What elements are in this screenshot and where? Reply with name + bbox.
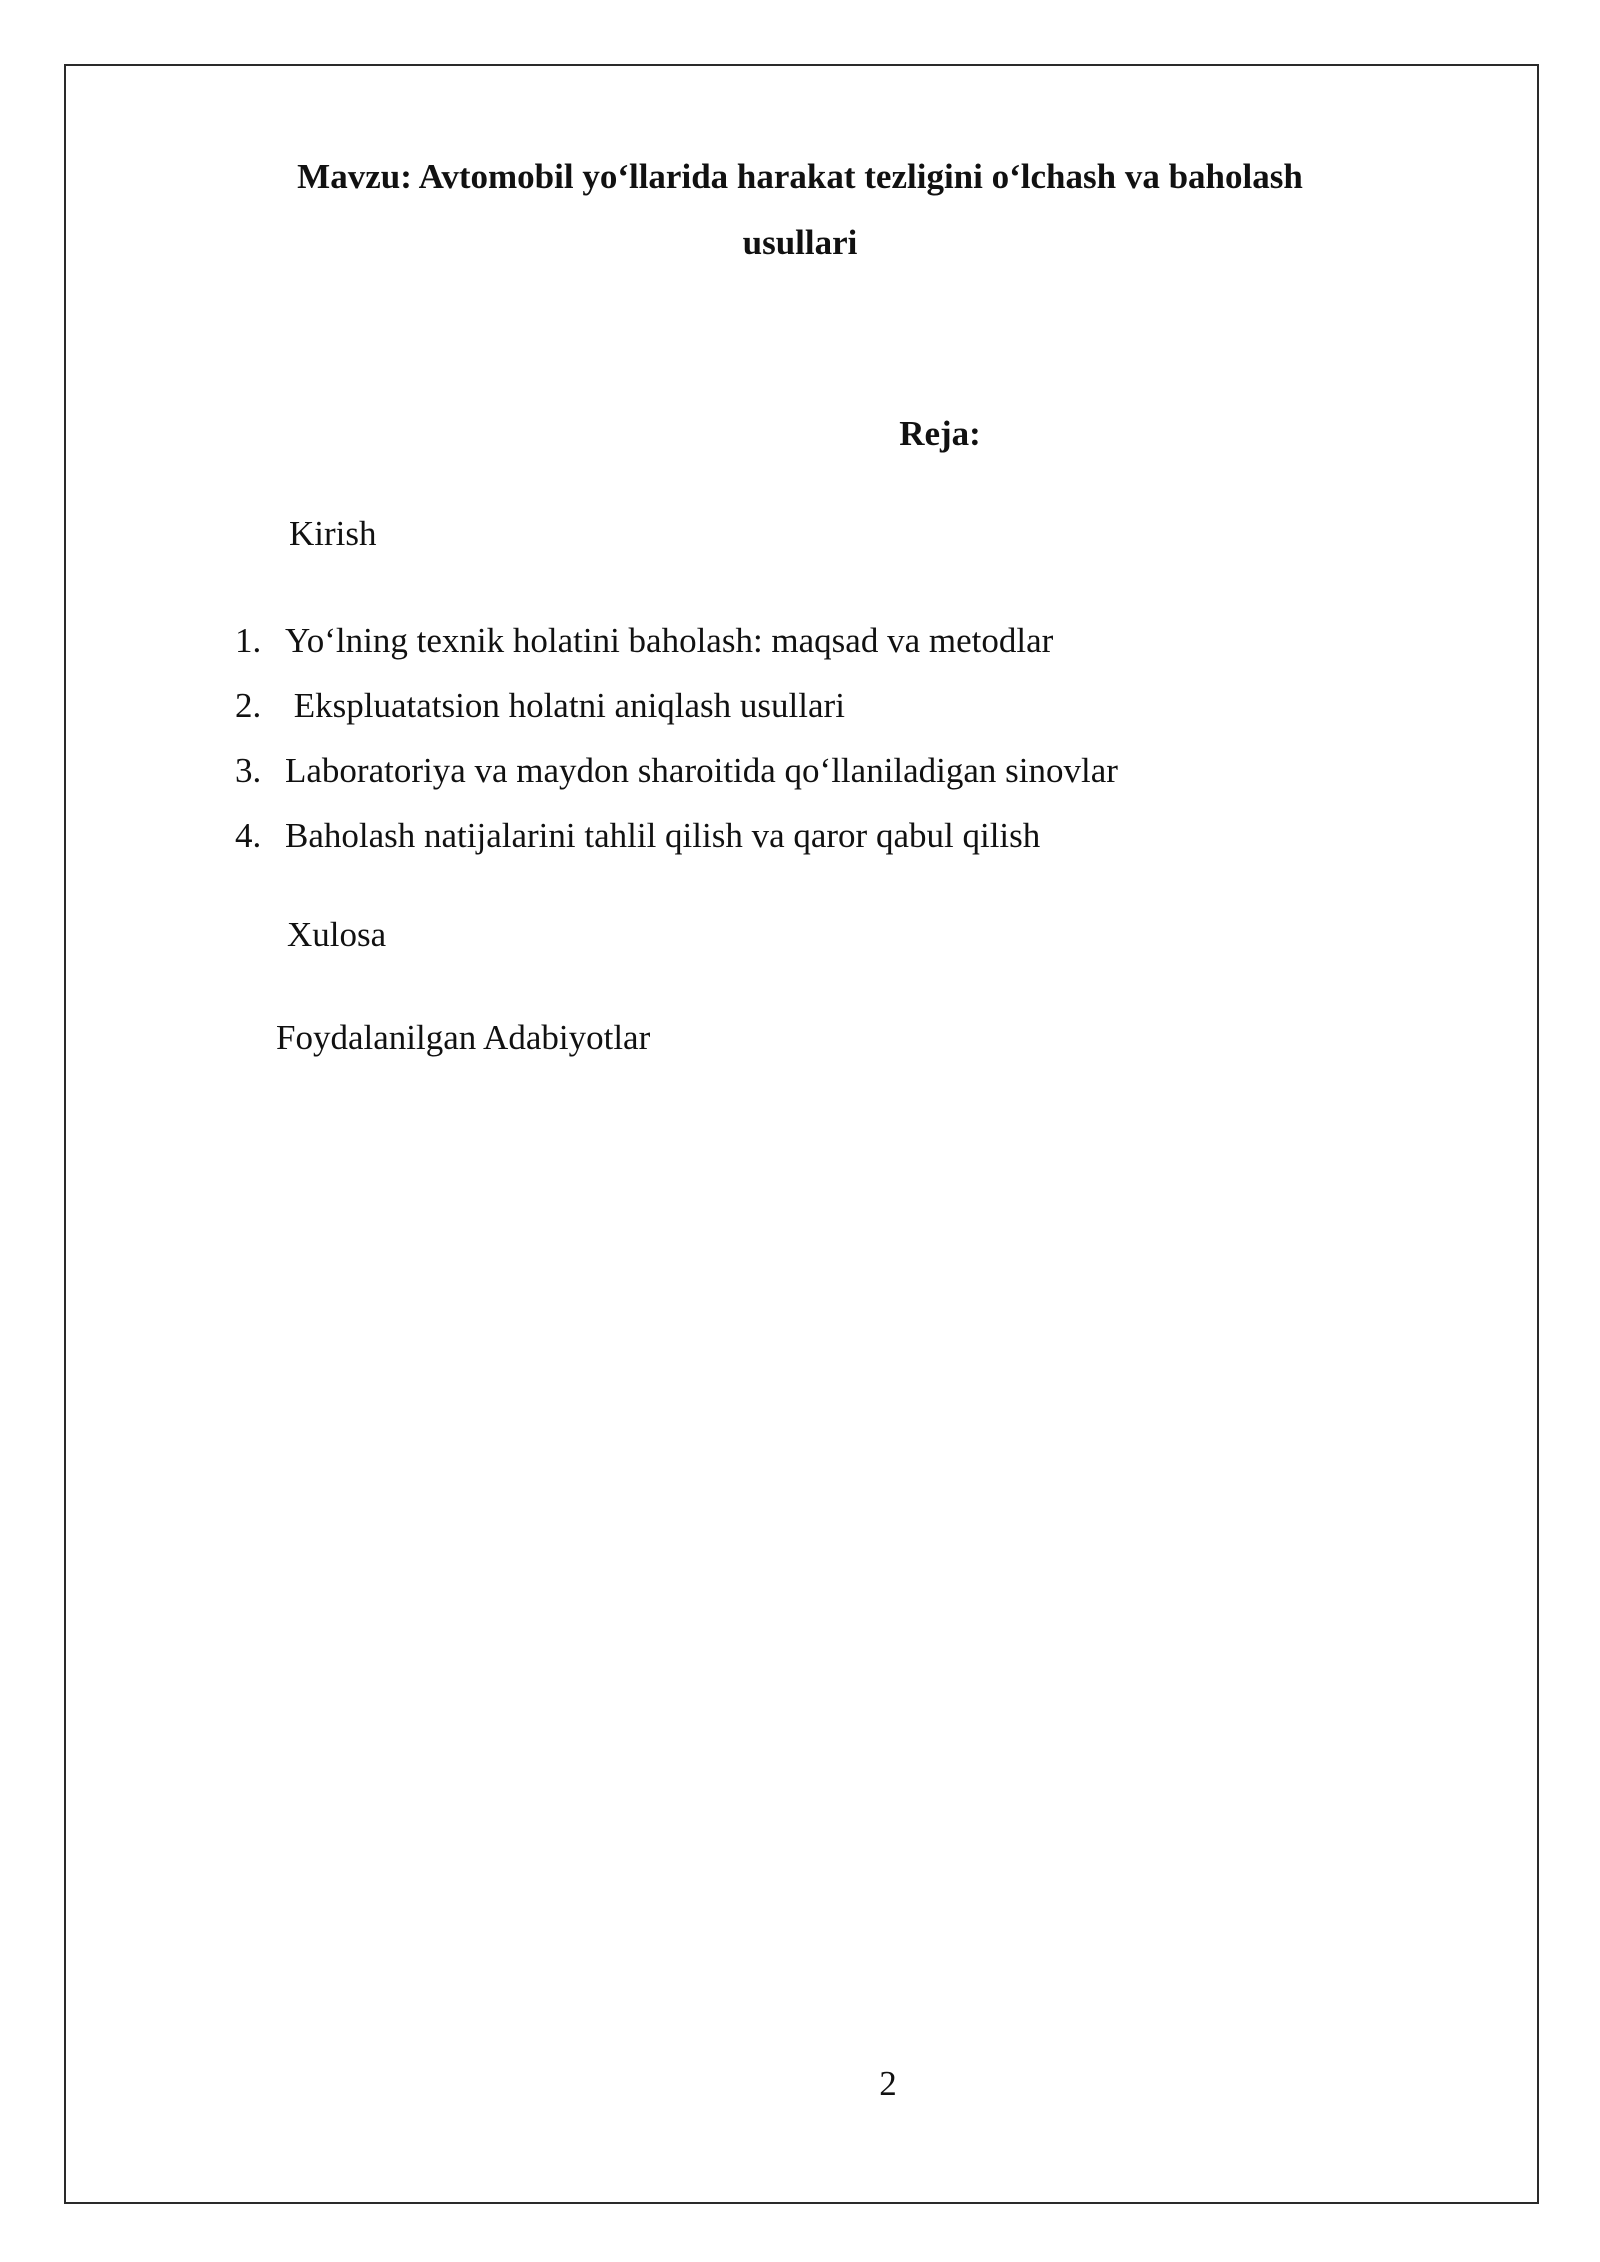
plan-item-2 <box>235 681 1118 746</box>
plan-heading: Reja: <box>899 414 981 453</box>
page-number: 2 <box>879 2064 897 2103</box>
plan-item-text: Ekspluatatsion holatni aniqlash usullari <box>285 686 845 725</box>
plan-item-text: Yo‘lning texnik holatini baholash: maqsad va metodlar <box>285 621 1054 660</box>
plan-item-number: 3. <box>235 751 262 790</box>
plan-item-number: 1. <box>235 621 262 660</box>
document-title <box>260 144 1340 276</box>
plan-item-number: 4. <box>235 816 262 855</box>
references-heading: Foydalanilgan Adabiyotlar <box>276 1018 651 1057</box>
plan-item-text: Baholash natijalarini tahlil qilish va qaror qabul qilish <box>285 816 1041 855</box>
plan-list <box>235 616 1118 876</box>
plan-item-3 <box>235 746 1118 811</box>
conclusion-heading: Xulosa <box>287 915 387 954</box>
title-line-1: Mavzu: Avtomobil yo‘llarida harakat tezligini o‘lchash va baholash <box>297 157 1303 196</box>
plan-item-4 <box>235 811 1118 876</box>
title-line-2: usullari <box>742 223 858 262</box>
plan-item-text: Laboratoriya va maydon sharoitida qo‘llaniladigan sinovlar <box>285 751 1118 790</box>
plan-item-number: 2. <box>235 686 262 725</box>
intro-heading: Kirish <box>289 514 377 553</box>
page-border <box>64 64 1539 2204</box>
plan-item-1 <box>235 616 1118 681</box>
